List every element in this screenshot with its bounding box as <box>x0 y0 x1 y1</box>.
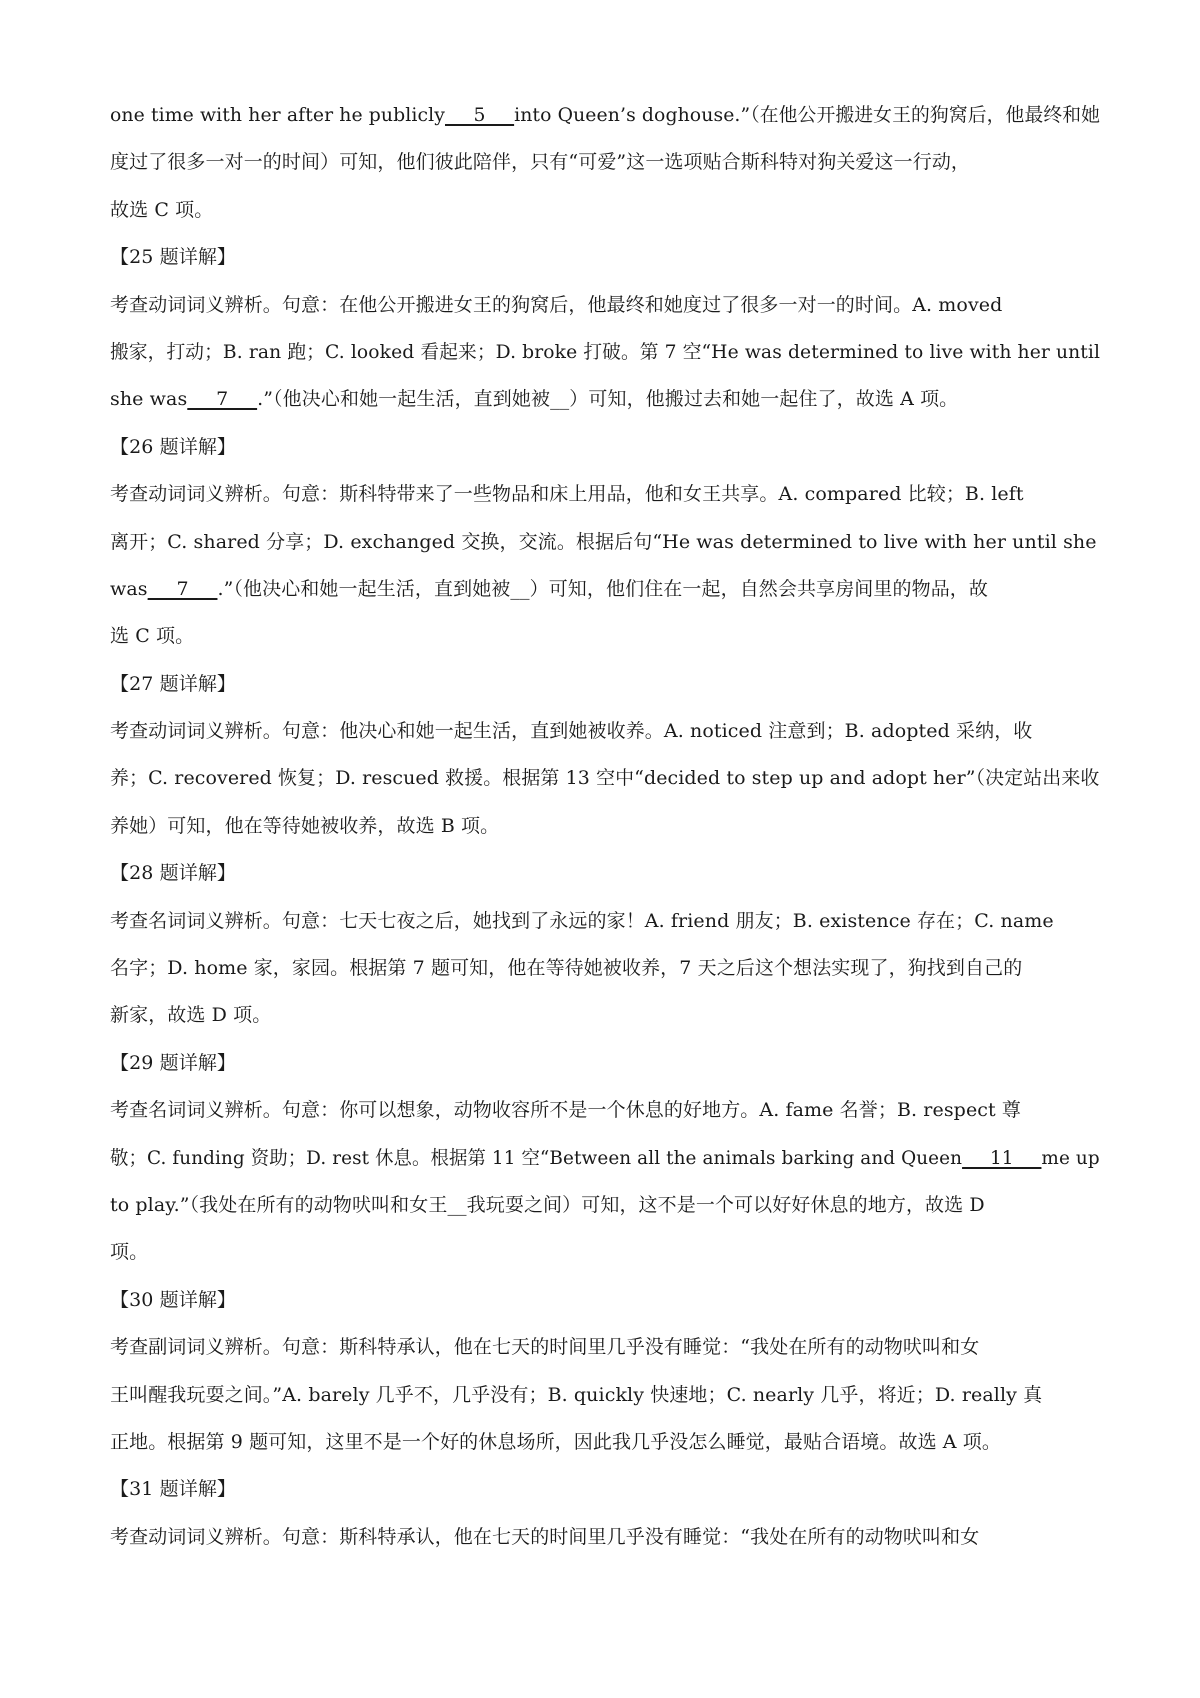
text-segment: 王叫醒我玩耍之间。”A. barely 几乎不，几乎没有；B. quickly 快速地；C. nearly 几乎，将近；D. really 真 <box>110 1383 1043 1406</box>
document-page <box>110 92 1100 1561</box>
text-segment: .”（他决心和她一起生活，直到她被__）可知，他搬过去和她一起住了，故选 A 项。 <box>257 388 959 411</box>
text-line <box>110 945 1100 992</box>
text-line <box>110 376 1100 423</box>
text-segment: 离开；C. shared 分享；D. exchanged 交换，交流。根据后句“He was determined to live with her until she <box>110 530 1097 553</box>
text-segment: 选 C 项。 <box>110 625 195 648</box>
text-segment: 【27 题详解】 <box>110 672 237 695</box>
text-line <box>110 566 1100 613</box>
text-segment: 项。 <box>110 1241 149 1264</box>
text-segment: 考查名词词义辨析。句意：你可以想象，动物收容所不是一个休息的好地方。A. fame 名誉；B. respect 尊 <box>110 1099 1022 1122</box>
text-segment: 名字；D. home 家，家园。根据第 7 题可知，他在等待她被收养，7 天之后这个想法实现了，狗找到自己的 <box>110 957 1023 980</box>
text-line <box>110 1135 1100 1182</box>
text-segment: 新家，故选 D 项。 <box>110 1004 272 1027</box>
text-line <box>110 803 1100 850</box>
text-segment: 【26 题详解】 <box>110 435 237 458</box>
text-line <box>110 1087 1100 1134</box>
text-segment: 【31 题详解】 <box>110 1478 237 1501</box>
text-segment: 养；C. recovered 恢复；D. rescued 救援。根据第 13 空中“decided to step up and adopt her”（决定站出来收 <box>110 767 1100 790</box>
text-segment: 【28 题详解】 <box>110 862 237 885</box>
text-segment: she was <box>110 388 188 411</box>
text-segment: was <box>110 577 148 600</box>
text-line <box>110 329 1101 376</box>
section-heading <box>110 424 1100 471</box>
text-segment: 考查名词词义辨析。句意：七天七夜之后，她找到了永远的家！A. friend 朋友；B. existence 存在；C. name <box>110 909 1054 932</box>
text-segment: to play.”（我处在所有的动物吠叫和女王__我玩耍之间）可知，这不是一个可以好好休息的地方，故选 D <box>110 1193 985 1216</box>
text-segment: 考查副词词义辨析。句意：斯科特承认，他在七天的时间里几乎没有睡觉：“我处在所有的动物吠叫和女 <box>110 1336 980 1359</box>
text-segment: 考查动词词义辨析。句意：斯科特带来了一些物品和床上用品，他和女王共享。A. compared 比较；B. left <box>110 483 1024 506</box>
text-segment: 故选 C 项。 <box>110 198 214 221</box>
text-line <box>110 613 1100 660</box>
section-heading <box>110 850 1100 897</box>
text-line <box>110 1229 1100 1276</box>
text-line <box>110 755 1098 802</box>
text-segment: one time with her after he publicly <box>110 104 445 126</box>
section-heading <box>110 661 1100 708</box>
text-segment: 【30 题详解】 <box>110 1288 237 1311</box>
answer-blank: ___7___ <box>147 577 218 600</box>
text-segment: 正地。根据第 9 题可知，这里不是一个好的休息场所，因此我几乎没怎么睡觉，最贴合语境。故选 A 项。 <box>110 1430 1001 1453</box>
text-segment: 考查动词词义辨析。句意：在他公开搬进女王的狗窝后，他最终和她度过了很多一对一的时间。A. moved <box>110 293 1003 316</box>
text-segment: 考查动词词义辨析。句意：他决心和她一起生活，直到她被收养。A. noticed 注意到；B. adopted 采纳，收 <box>110 720 1033 743</box>
text-segment: into Queen’s doghouse.”（在他公开搬进女王的狗窝后，他最终和她 <box>514 104 1101 126</box>
text-segment: 搬家，打动；B. ran 跑；C. looked 看起来；D. broke 打破。第 7 空“He was determined to live with her until <box>110 340 1101 363</box>
text-line <box>110 1182 1100 1229</box>
text-line <box>110 1324 1100 1371</box>
text-line <box>110 992 1100 1039</box>
text-segment: 度过了很多一对一的时间）可知，他们彼此陪伴，只有“可爱”这一选项贴合斯科特对狗关爱这一行动， <box>110 151 971 174</box>
text-line <box>110 1514 1100 1561</box>
text-line <box>110 1419 1100 1466</box>
text-line <box>110 519 1100 566</box>
text-segment: 养她）可知，他在等待她被收养，故选 B 项。 <box>110 814 500 837</box>
text-segment: .”（他决心和她一起生活，直到她被__）可知，他们住在一起，自然会共享房间里的物品，故 <box>217 577 989 600</box>
text-segment: 敬；C. funding 资助；D. rest 休息。根据第 11 空“Between all the animals barking and Queen <box>110 1146 963 1169</box>
section-heading <box>110 1040 1100 1087</box>
text-line <box>110 708 1100 755</box>
answer-blank: ___11___ <box>962 1146 1042 1169</box>
text-line <box>110 898 1100 945</box>
text-line <box>110 92 1101 139</box>
text-line <box>110 139 1100 186</box>
section-heading <box>110 1277 1100 1324</box>
section-heading <box>110 234 1100 281</box>
text-segment: 考查动词词义辨析。句意：斯科特承认，他在七天的时间里几乎没有睡觉：“我处在所有的动物吠叫和女 <box>110 1525 980 1548</box>
text-line <box>110 1372 1100 1419</box>
text-line <box>110 282 1100 329</box>
answer-blank: ___7___ <box>187 388 258 411</box>
text-line <box>110 187 1100 234</box>
text-segment: 【29 题详解】 <box>110 1051 237 1074</box>
text-segment: me up <box>1041 1146 1100 1169</box>
text-segment: 【25 题详解】 <box>110 246 237 269</box>
answer-blank: ___5___ <box>444 104 515 126</box>
text-line <box>110 471 1100 518</box>
section-heading <box>110 1466 1100 1513</box>
